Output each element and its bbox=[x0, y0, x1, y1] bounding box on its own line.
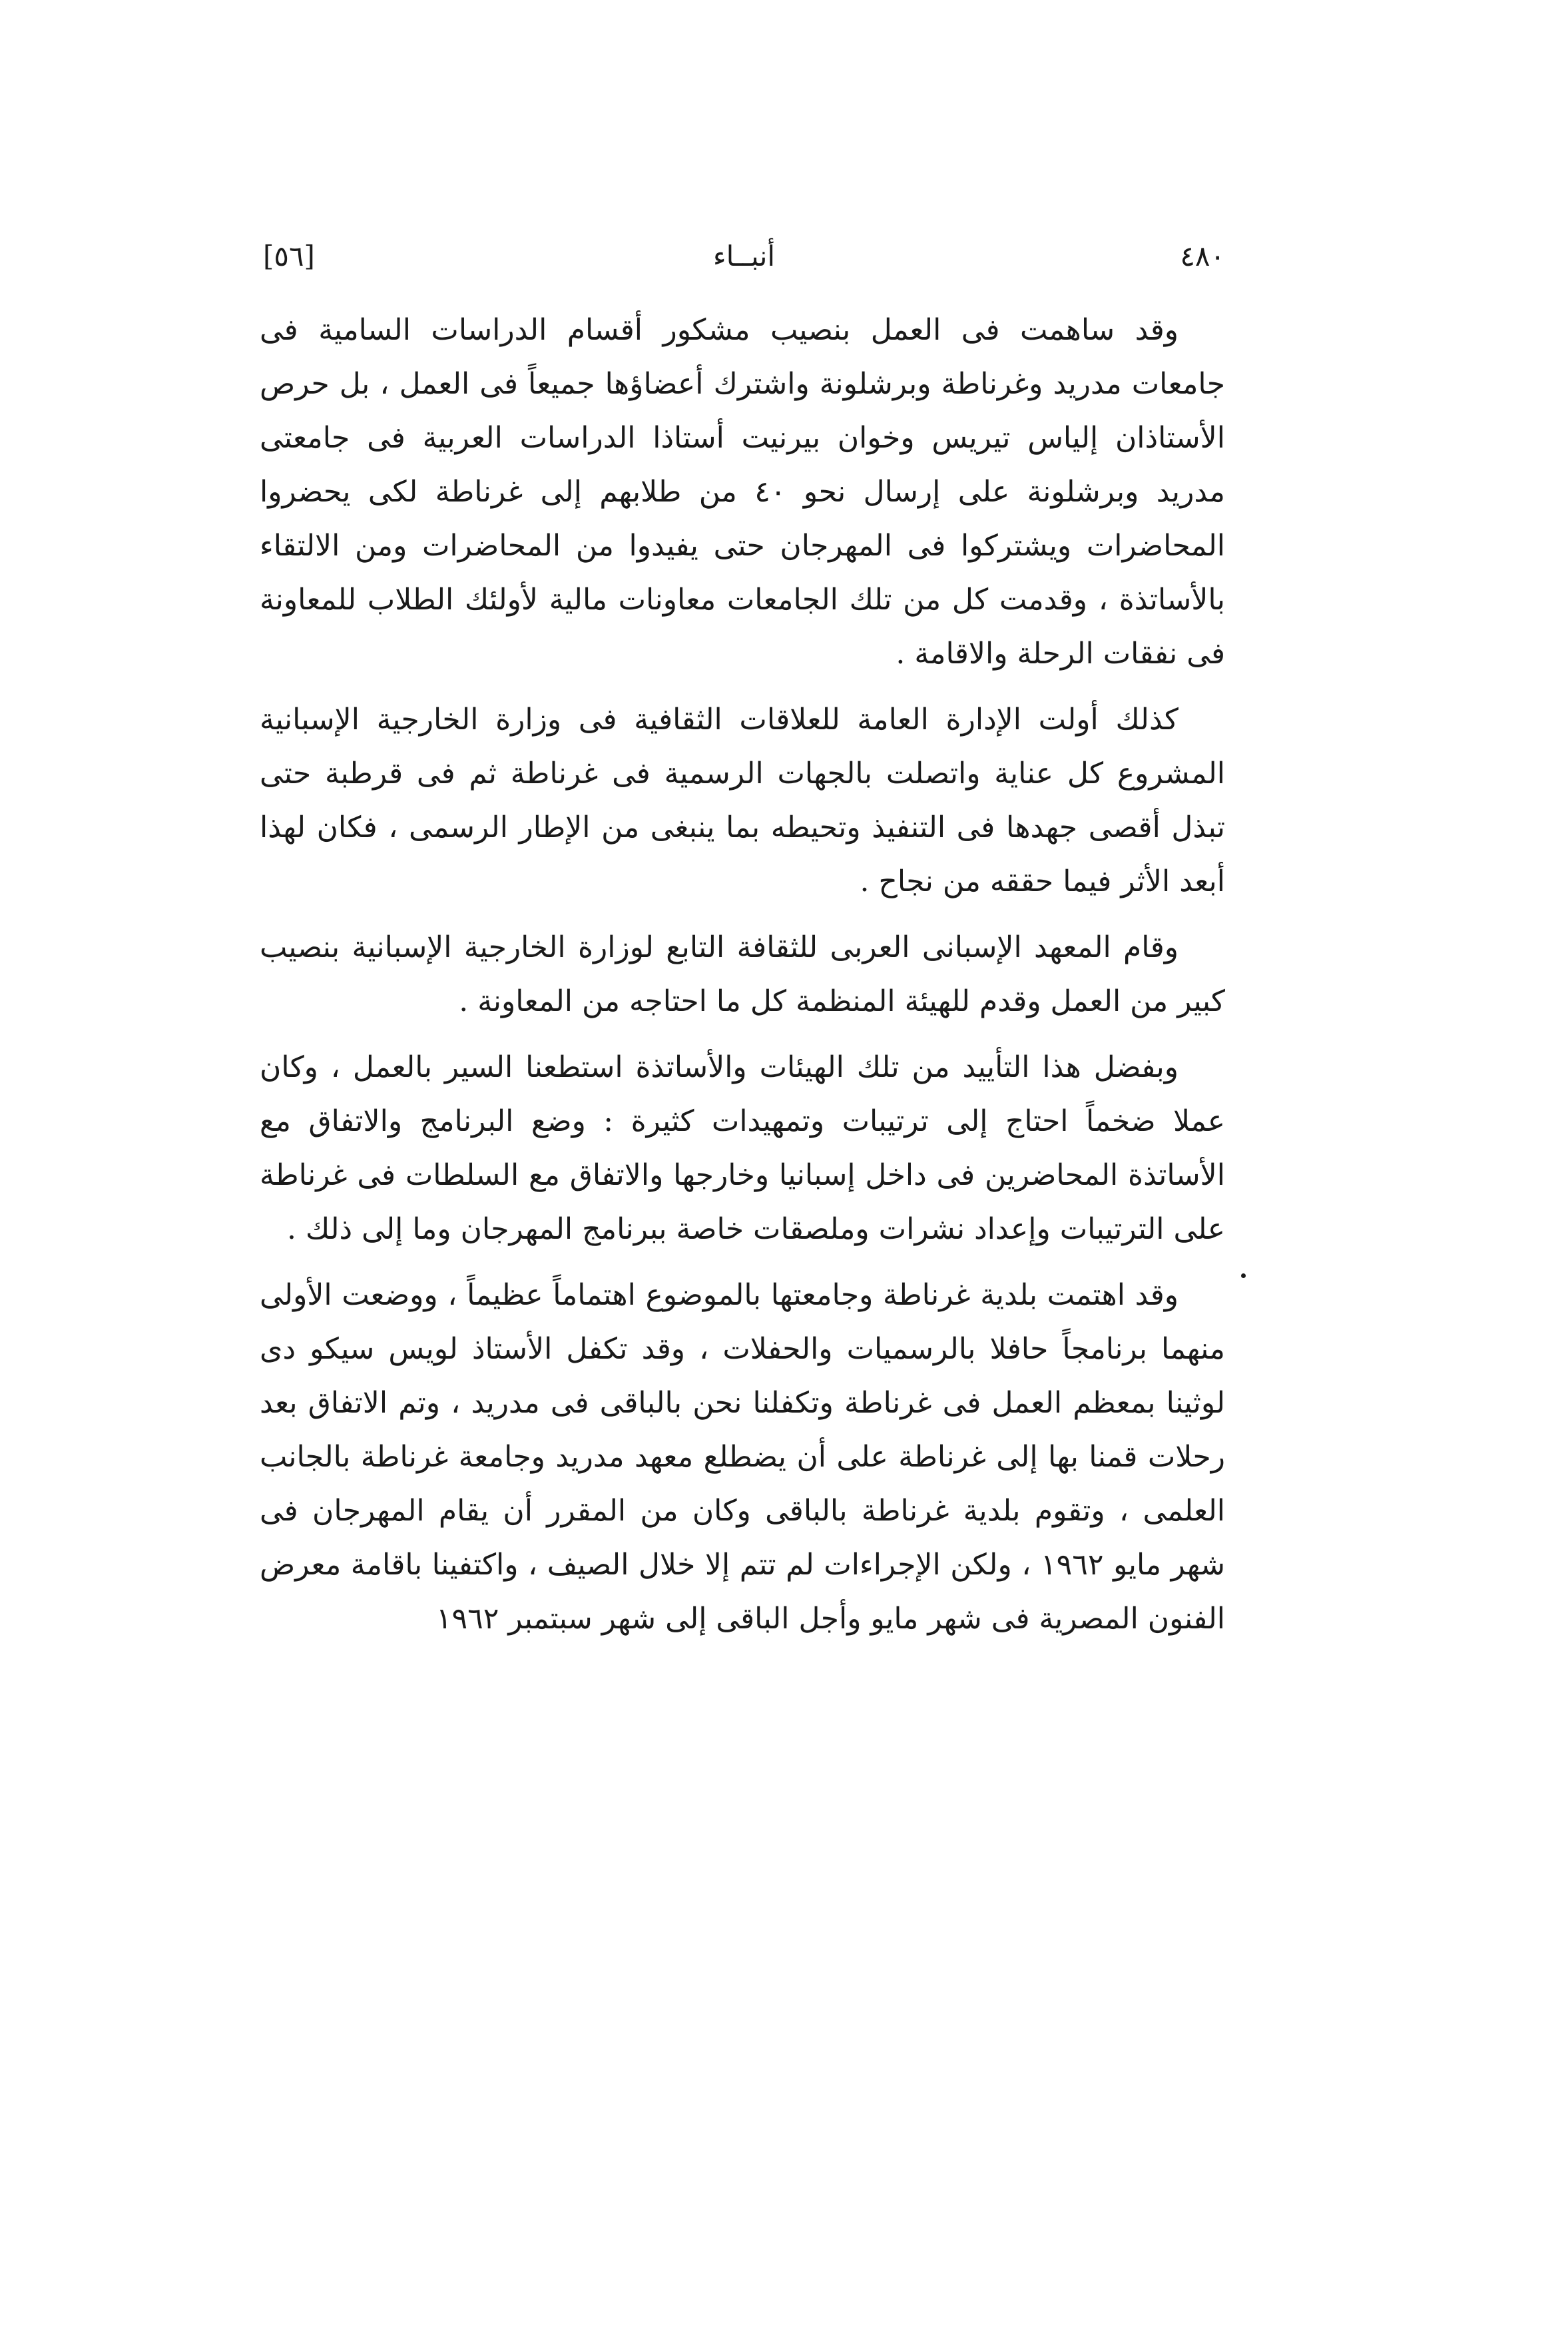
paragraph-2: كذلك أولت الإدارة العامة للعلاقات الثقافية فى وزارة الخارجية الإسبانية المشروع كل عناية واتصلت بالجهات الرسمية فى غرناطة ثم فى قرطبة حتى تبذل أقصى جهدها فى التنفيذ وتحيطه بما ينبغى من الإطار الرسمى ، فكان لهذا أبعد الأثر فيما حققه من نجاح . bbox=[260, 703, 1225, 898]
paragraph-3: وقام المعهد الإسبانى العربى للثقافة التابع لوزارة الخارجية الإسبانية بنصيب كبير من العمل وقدم للهيئة المنظمة كل ما احتاجه من المعاونة . bbox=[260, 930, 1225, 1018]
body-text bbox=[260, 303, 1225, 1666]
bracket-page-number: [٥٦] bbox=[263, 240, 315, 272]
paragraph-5: وقد اهتمت بلدية غرناطة وجامعتها بالموضوع اهتماماً عظيماً ، ووضعت الأولى منهما برنامجاً حافلا بالرسميات والحفلات ، وقد تكفل الأستاذ لويس سيكو دى لوثينا بمعظم العمل فى غرناطة وتكفلنا نحن بالباقى فى مدريد ، وتم الاتفاق بعد رحلات قمنا بها إلى غرناطة على أن يضطلع معهد مدريد وجامعة غرناطة بالجانب العلمى ، وتقوم بلدية غرناطة بالباقى وكان من المقرر أن يقام المهرجان فى شهر مايو ١٩٦٢ ، ولكن الإجراءات لم تتم إلا خلال الصيف ، واكتفينا باقامة معرض الفنون المصرية فى شهر مايو وأجل الباقى إلى شهر سبتمبر ١٩٦٢ bbox=[260, 1278, 1225, 1636]
running-head bbox=[263, 230, 1225, 283]
running-title: أنبــاء bbox=[712, 240, 776, 272]
paragraph-4: وبفضل هذا التأييد من تلك الهيئات والأساتذة استطعنا السير بالعمل ، وكان عملا ضخماً احتاج إلى ترتيبات وتمهيدات كثيرة : وضع البرنامج والاتفاق مع الأساتذة المحاضرين فى داخل إسبانيا وخارجها والاتفاق مع السلطات فى غرناطة على الترتيبات وإعداد نشرات وملصقات خاصة ببرنامج المهرجان وما إلى ذلك . bbox=[260, 1050, 1225, 1246]
page-number: ٤٨٠ bbox=[1180, 240, 1225, 272]
paragraph-1: وقد ساهمت فى العمل بنصيب مشكور أقسام الدراسات السامية فى جامعات مدريد وغرناطة وبرشلونة واشترك أعضاؤها جميعاً فى العمل ، بل حرص الأستاذان إلياس تيريس وخوان بيرنيت أستاذا الدراسات العربية فى جامعتى مدريد وبرشلونة على إرسال نحو ٤٠ من طلابهم إلى غرناطة لكى يحضروا المحاضرات ويشتركوا فى المهرجان حتى يفيدوا من المحاضرات ومن الالتقاء بالأساتذة ، وقدمت كل من تلك الجامعات معاونات مالية لأولئك الطلاب للمعاونة فى نفقات الرحلة والاقامة . bbox=[260, 313, 1225, 671]
margin-mark bbox=[1241, 1273, 1246, 1278]
